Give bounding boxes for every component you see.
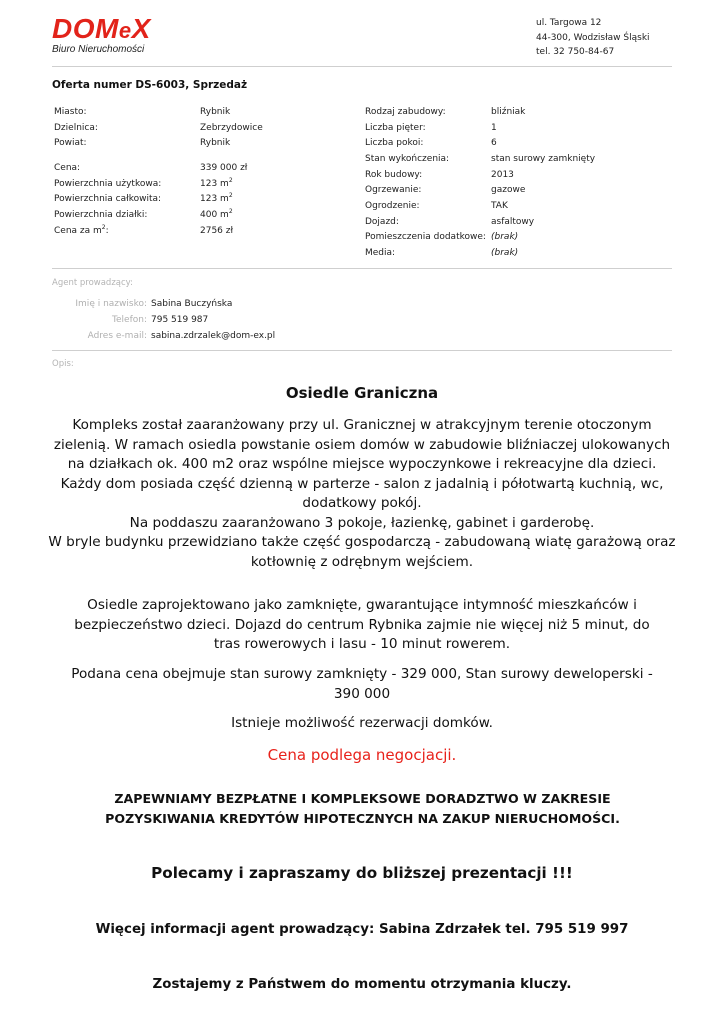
agent-phone: 795 519 987 bbox=[151, 315, 209, 325]
detail-row: Ogrzewanie: gazowe bbox=[365, 185, 526, 196]
agent-phone-label: Telefon: bbox=[112, 315, 147, 325]
detail-row: Cena za $m^2$: 2756 zł bbox=[54, 223, 234, 236]
detail-row: Pomieszczenia dodatkowe: (brak) bbox=[365, 232, 519, 243]
agent-info bbox=[52, 296, 275, 344]
address-phone: tel. 32 750-84-67 bbox=[536, 47, 615, 57]
agent-section-label: Agent prowadzący: bbox=[52, 278, 133, 288]
detail-row: Dojazd: asfaltowy bbox=[365, 216, 535, 227]
address-city: 44-300, Wodzisław Śląski bbox=[536, 32, 650, 43]
more-info: Więcej informacji agent prowadzący: Sabina Zdrzałek tel. 795 519 997 bbox=[95, 922, 629, 937]
description-body-2: Osiedle zaprojektowano jako zamknięte, gwarantujące intymność mieszkańców i bezpieczeństwo dzieci. Dojazd do centrum Rybnika zajmie nie więcej niż 5 minut, do tras rowerowych i lasu - 10 minut rowerem. bbox=[74, 597, 650, 652]
company-address bbox=[536, 16, 650, 60]
agent-email-label: Adres e-mail: bbox=[87, 331, 147, 341]
detail-row: Ogrodzenie: TAK bbox=[365, 200, 508, 211]
detail-row: Rodzaj zabudowy: bliźniak bbox=[365, 106, 526, 117]
detail-row: Powierzchnia działki: 400 $m^2$ bbox=[54, 207, 233, 220]
address-street: ul. Targowa 12 bbox=[536, 18, 602, 28]
agent-email[interactable]: sabina.zdrzalek@dom-ex.pl bbox=[151, 331, 276, 341]
detail-row: Rok budowy: 2013 bbox=[365, 169, 514, 180]
divider bbox=[52, 268, 672, 269]
invitation: Polecamy i zapraszamy do bliższej prezentacji !!! bbox=[151, 864, 573, 882]
mortgage-advice: ZAPEWNIAMY BEZPŁATNE I KOMPLEKSOWE DORADZTWO W ZAKRESIE POZYSKIWANIA KREDYTÓW HIPOTECZNYCH NA ZAKUP NIERUCHOMOŚCI. bbox=[105, 791, 620, 826]
detail-row: Media: (brak) bbox=[365, 248, 519, 259]
detail-row: Powierzchnia użytkowa: 123 $m^2$ bbox=[54, 176, 233, 189]
agent-name-label: Imię i nazwisko: bbox=[75, 299, 147, 309]
details-left bbox=[54, 104, 263, 239]
divider bbox=[52, 350, 672, 351]
detail-row: Powiat: Rybnik bbox=[54, 138, 231, 149]
detail-row: Dzielnica: Zebrzydowice bbox=[54, 122, 263, 133]
offer-title: Oferta numer DS-6003, Sprzedaż bbox=[52, 79, 248, 91]
detail-row: Cena: 339 000 zł bbox=[54, 162, 248, 173]
description-price-note: Podana cena obejmuje stan surowy zamknięty - 329 000, Stan surowy deweloperski - 390 000 bbox=[71, 666, 653, 702]
description-section-label: Opis: bbox=[52, 359, 74, 369]
description-body-1: Kompleks został zaaranżowany przy ul. Granicznej w atrakcyjnym terenie otoczonym zielenią. W ramach osiedla powstanie osiem domów w zabudowie bliźniaczej ulokowanych na działkach ok. 400 m2 oraz wspólne miejsce wypoczynkowe i rekreacyjne dla dzieci. Każdy dom posiada część dzienną w parterze - salon z jadalnią i półotwartą kuchnią, wc, dodatkowy pokój. Na poddaszu zaaranżowano 3 pokoje, łazienkę, gabinet i garderobę. W bryle budynku przewidziano także część gospodarczą - zabudowaną wiatę garażową oraz kotłownię z odrębnym wejściem. bbox=[48, 417, 676, 570]
detail-row: Liczba pokoi: 6 bbox=[365, 138, 497, 149]
detail-row: Miasto: Rybnik bbox=[54, 106, 231, 117]
detail-row: Liczba pięter: 1 bbox=[365, 122, 497, 133]
company-logo bbox=[52, 14, 151, 55]
description-reservation: Istnieje możliwość rezerwacji domków. bbox=[231, 715, 493, 731]
agent-name: Sabina Buczyńska bbox=[151, 299, 233, 309]
divider bbox=[52, 66, 672, 67]
negotiation-note: Cena podlega negocjacji. bbox=[267, 746, 457, 764]
logo-tagline: Biuro Nieruchomości bbox=[52, 44, 145, 55]
detail-row: Stan wykończenia: stan surowy zamknięty bbox=[365, 153, 596, 164]
details-right bbox=[365, 104, 595, 261]
description-title: Osiedle Graniczna bbox=[285, 384, 439, 402]
closing-note: Zostajemy z Państwem do momentu otrzymania kluczy. bbox=[152, 977, 572, 992]
logo-wordmark: DOMeX bbox=[52, 13, 151, 44]
detail-row: Powierzchnia całkowita: 123 $m^2$ bbox=[54, 192, 233, 205]
